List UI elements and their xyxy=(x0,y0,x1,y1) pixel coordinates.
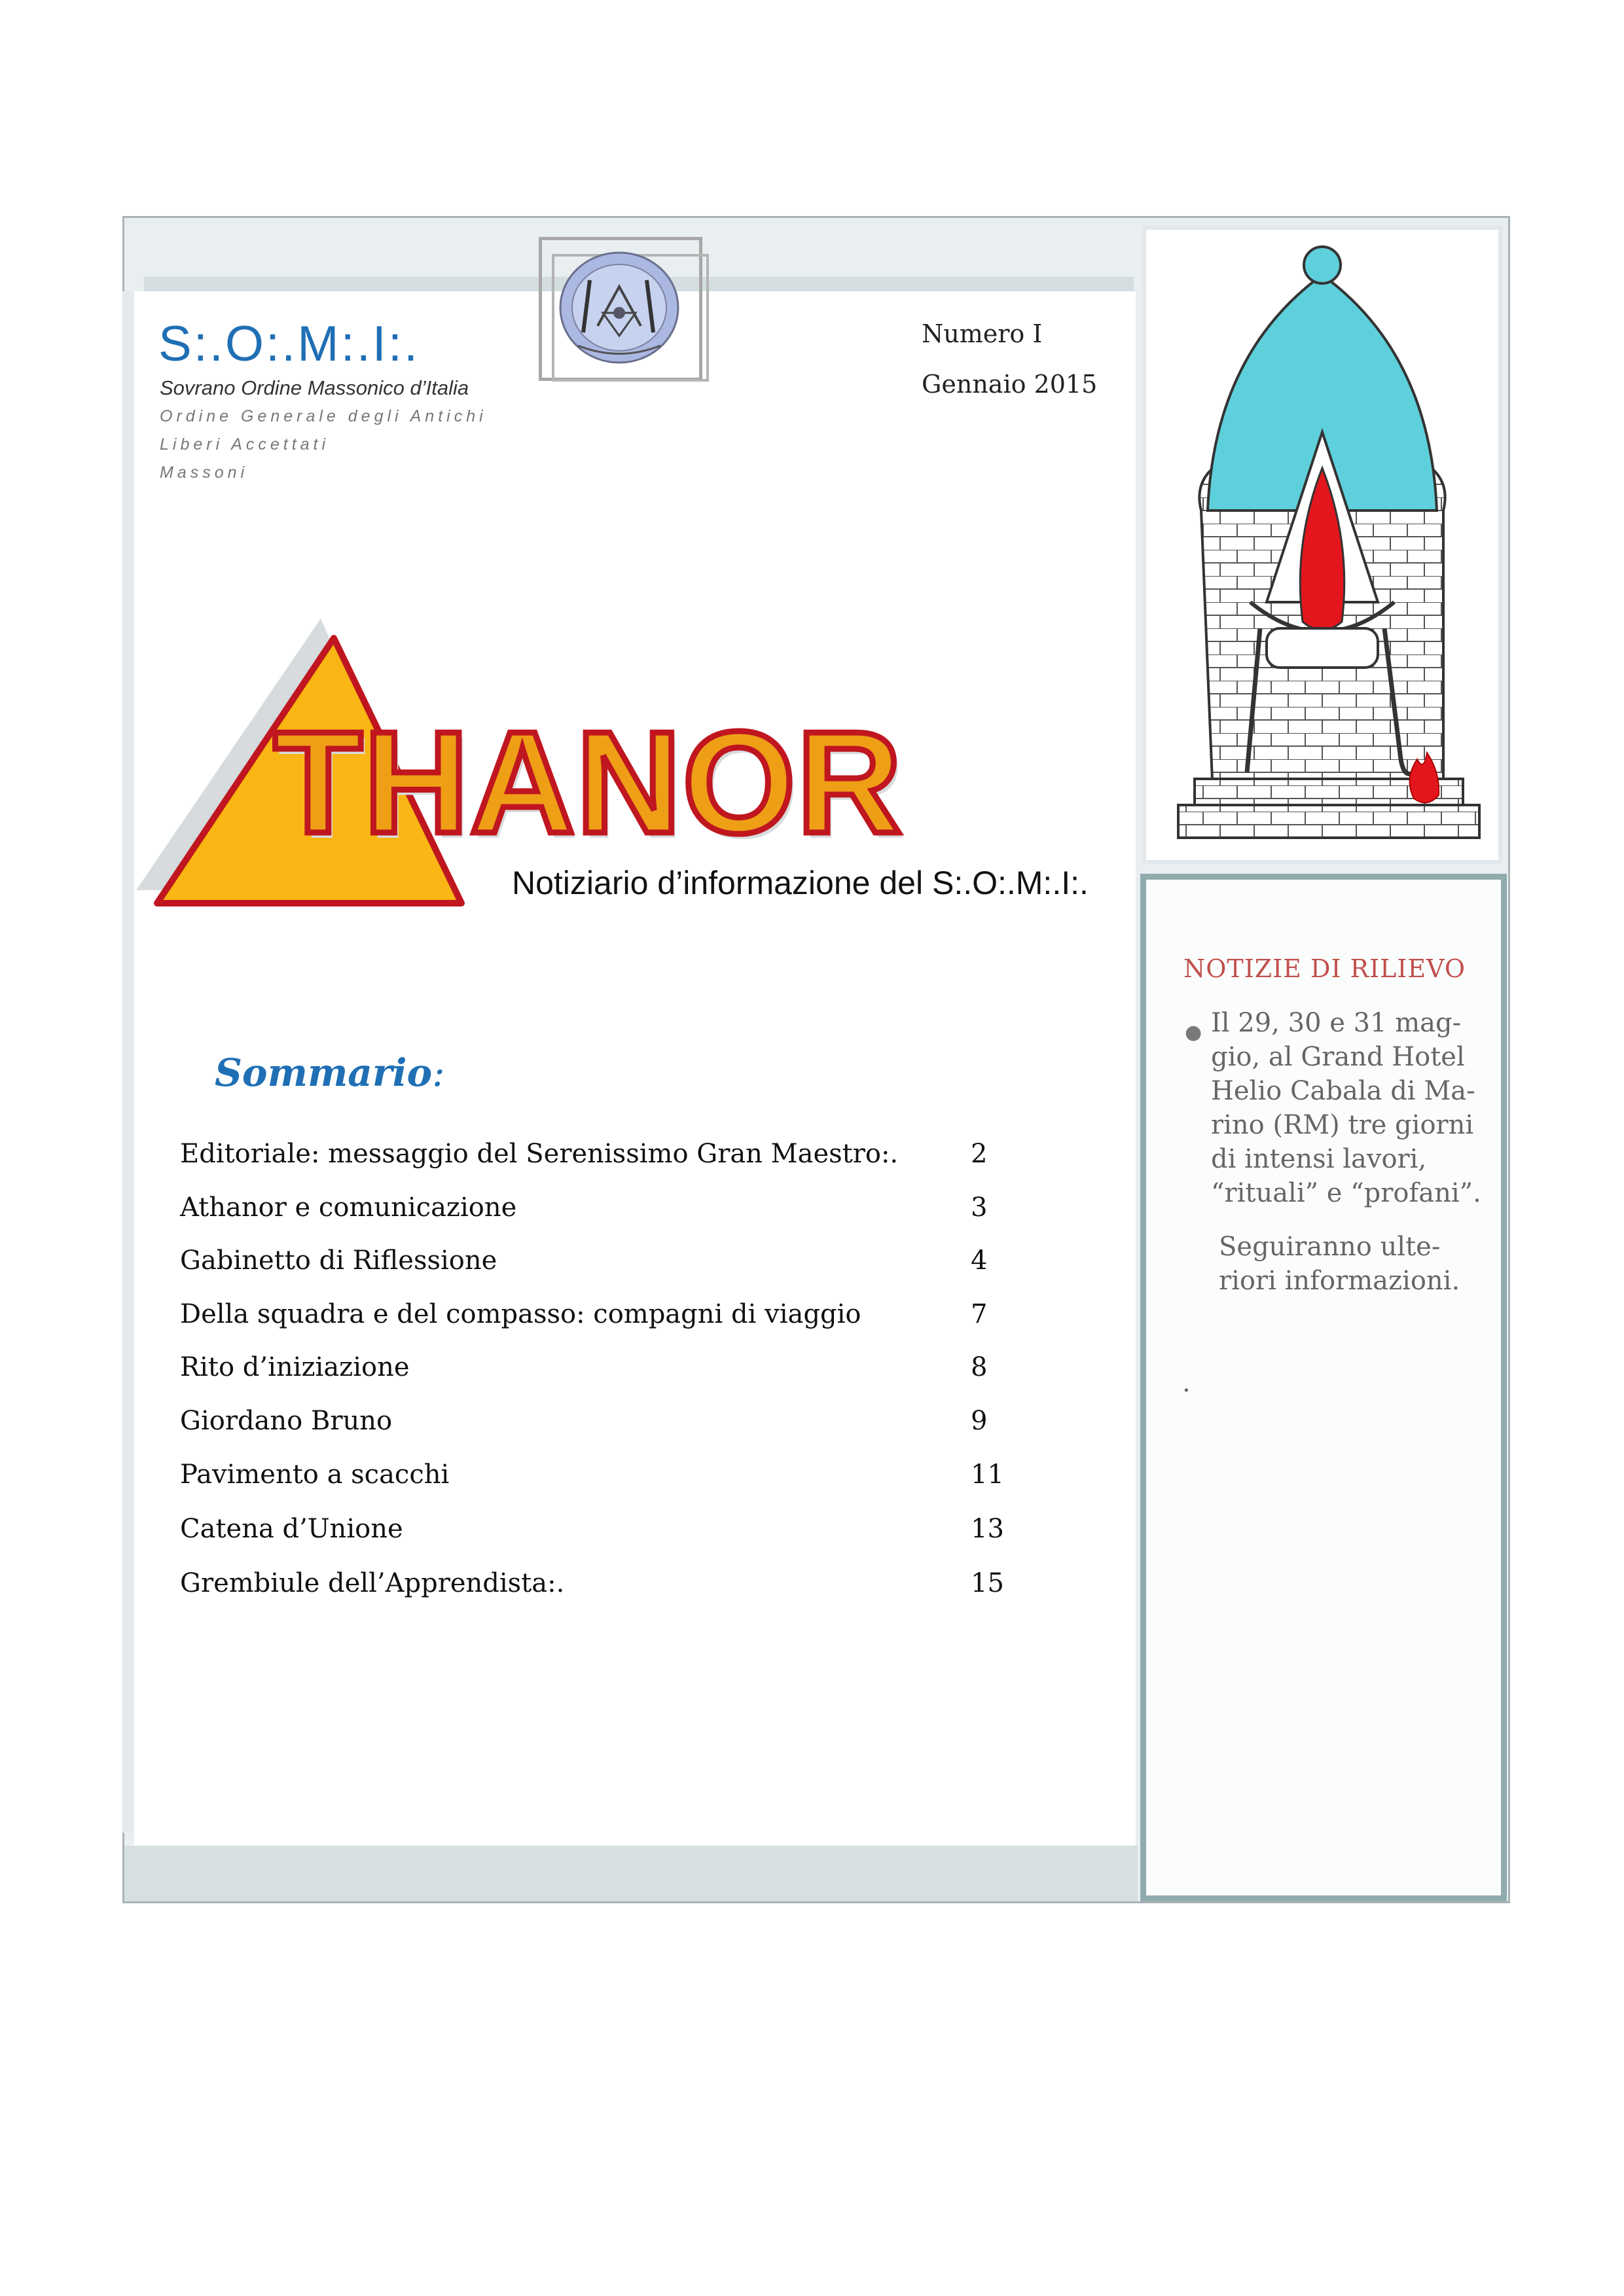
org-line-3: Massoni xyxy=(160,463,249,482)
news-line: rino (RM) tre giorni xyxy=(1211,1110,1474,1140)
masonic-seal-icon xyxy=(552,247,689,372)
news-line: “rituali” e “profani”. xyxy=(1211,1178,1481,1208)
bullet-icon: ● xyxy=(1185,1021,1202,1044)
toc-item[interactable]: Catena d’Unione 13 xyxy=(180,1514,1004,1544)
toc-item[interactable]: Athanor e comunicazione 3 xyxy=(180,1193,988,1223)
news-followup: Seguiranno ulte- xyxy=(1219,1232,1441,1262)
summary-title: Sommario: xyxy=(215,1050,445,1095)
athanor-furnace-icon xyxy=(1152,236,1492,854)
news-line: Helio Cabala di Ma- xyxy=(1211,1076,1475,1106)
news-line: gio, al Grand Hotel xyxy=(1211,1042,1465,1072)
org-abbreviation: S:.O:.M:.I:. xyxy=(158,316,420,372)
news-line: di intensi lavori, xyxy=(1211,1144,1427,1174)
toc-item[interactable]: Editoriale: messaggio del Serenissimo Gran Maestro:. 2 xyxy=(180,1139,988,1169)
issue-date: Gennaio 2015 xyxy=(922,370,1098,399)
news-trailing: . xyxy=(1182,1368,1191,1398)
toc-item[interactable]: Rito d’iniziazione 8 xyxy=(180,1352,988,1382)
news-followup: riori informazioni. xyxy=(1219,1266,1460,1296)
logo-title: THANOR xyxy=(274,702,903,864)
toc-item[interactable]: Giordano Bruno 9 xyxy=(180,1406,988,1436)
bottom-band xyxy=(124,1846,1138,1901)
news-line: Il 29, 30 e 31 mag- xyxy=(1211,1008,1462,1038)
toc-item[interactable]: Gabinetto di Riflessione 4 xyxy=(180,1246,988,1276)
left-strip xyxy=(122,291,134,1833)
toc-item[interactable]: Della squadra e del compasso: compagni di viaggio 7 xyxy=(180,1299,988,1329)
toc-item[interactable]: Pavimento a scacchi 11 xyxy=(180,1460,1004,1490)
toc-item[interactable]: Grembiule dell’Apprendista:. 15 xyxy=(180,1568,1004,1598)
logo-subtitle: Notiziario d’informazione del S:.O:.M:.I:. xyxy=(512,865,1089,901)
org-line-1: Ordine Generale degli Antichi xyxy=(160,407,487,425)
issue-number: Numero I xyxy=(922,319,1043,348)
org-line-2: Liberi Accettati xyxy=(160,435,330,454)
news-title: NOTIZIE DI RILIEVO xyxy=(1183,954,1466,983)
org-name: Sovrano Ordine Massonico d’Italia xyxy=(160,376,469,399)
